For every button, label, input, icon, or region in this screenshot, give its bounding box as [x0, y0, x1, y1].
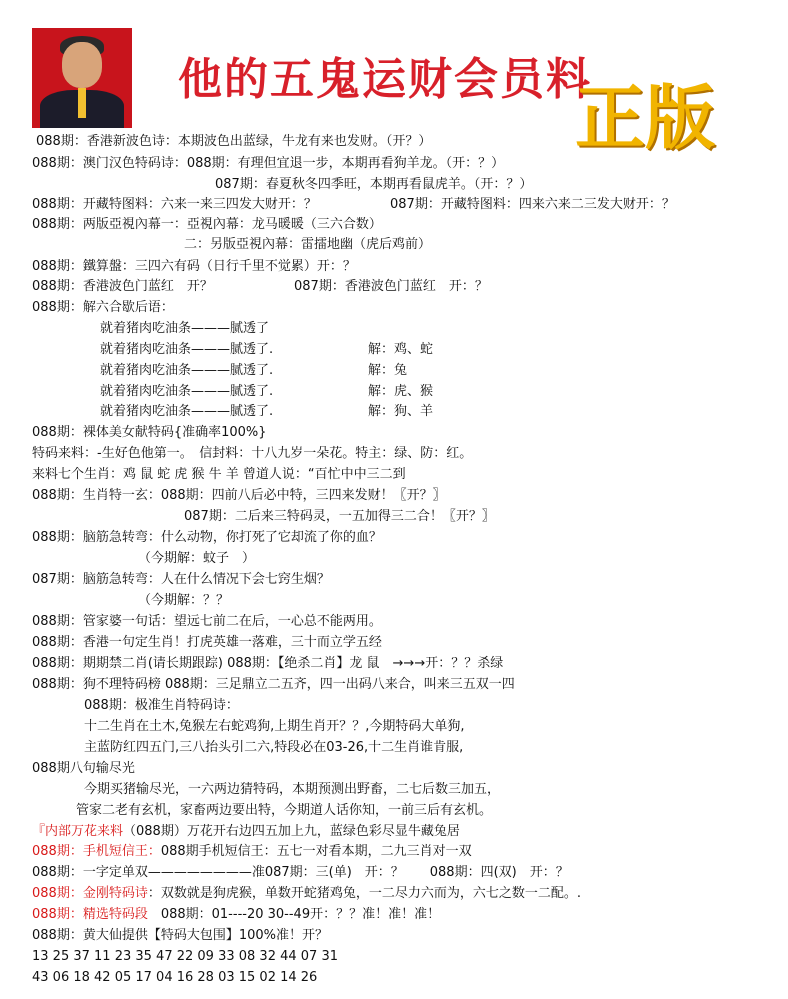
line-text: 088期：01----20 30--49开：？？准！准！准！ — [147, 907, 441, 922]
forecast-line: 解：虎、猴 — [368, 384, 434, 399]
forecast-line: 管家二老有玄机，家畜两边要出特，今期道人话你知，一前三后有玄机。 — [76, 803, 493, 818]
forecast-line: 088期：裸体美女献特码{准确率100%} — [32, 425, 267, 440]
forecast-line — [32, 823, 460, 841]
forecast-line: 就着猪肉吃油条———腻透了. — [100, 384, 274, 399]
forecast-line: 就着猪肉吃油条———腻透了. — [100, 404, 274, 419]
forecast-line: 088期：开藏特图料：六来一来三四发大财开：？ — [32, 197, 317, 212]
forecast-line: 088期：期期禁二肖(请长期跟踪) 088期：【绝杀二肖】龙 鼠 →→→开：？？杀绿 — [32, 656, 504, 671]
page-title: 他的五鬼运财会员料 — [178, 54, 592, 105]
forecast-line: （今期解：？？ — [138, 593, 230, 608]
forecast-line: 088期：鐵算盤：三四六有码（日行千里不觉累）开：？ — [32, 259, 356, 274]
forecast-line: 088期：管家婆一句话：望远七前二在后，一心总不能两用。 — [32, 614, 382, 629]
forecast-line: 088期：生肖特一玄：088期：四前八后必中特，三四来发财！〖开？〗 — [32, 488, 446, 503]
forecast-line: 088期：香港新波色诗：本期波色出蓝绿，牛龙有来也发财。（开？） — [36, 134, 432, 149]
line-text: 088期手机短信王：五七一对看本期，二九三肖对一双 — [160, 844, 472, 859]
forecast-line: 088期：脑筋急转弯：什么动物，你打死了它却流了你的血？ — [32, 530, 382, 545]
forecast-line: 088期：香港波色门蓝红 开？ — [32, 279, 213, 294]
portrait-face — [62, 42, 102, 88]
forecast-line — [32, 885, 581, 903]
highlight-label: 『内部万花来料 — [32, 824, 124, 839]
forecast-line: 088期：解六合歇后语： — [32, 300, 174, 315]
forecast-line: 087期：开藏特图料：四来六来二三发大财开：？ — [390, 197, 675, 212]
forecast-line: 088期：两版亞視內幕一：亞視內幕：龙马暖暖（三六合数） — [32, 217, 382, 232]
forecast-line: 087期：脑筋急转弯：人在什么情况下会七窍生烟？ — [32, 572, 330, 587]
forecast-line: 088期：极准生肖特码诗： — [84, 698, 239, 713]
forecast-line: 43 06 18 42 05 17 04 16 28 03 15 02 14 26 — [32, 970, 318, 985]
forecast-line: （今期解：蚊子 ） — [138, 551, 256, 566]
forecast-line — [32, 906, 440, 924]
genuine-stamp: 正版 — [575, 77, 715, 159]
forecast-line: 主蓝防红四五门,三八抬头引二六,特段必在03-26,十二生肖谁肯服, — [84, 740, 464, 755]
forecast-line: 来料七个生肖：鸡 鼠 蛇 虎 猴 牛 羊 曾道人说：“百忙中中三二到 — [32, 467, 406, 482]
forecast-line: 就着猪肉吃油条———腻透了. — [100, 342, 274, 357]
line-text: ：双数就是狗虎猴，单数开蛇猪鸡兔，一二尽力六而为，六七之数一二配。. — [147, 886, 581, 901]
forecast-line: 就着猪肉吃油条———腻透了 — [100, 321, 270, 336]
forecast-line: 087期：二后来三特码灵，一五加得三二合！〖开？〗 — [184, 509, 495, 524]
forecast-line: 088期：黄大仙提供【特码大包围】100%准！开？ — [32, 928, 328, 943]
forecast-line: 088期：一字定单双————————准087期：三(单) 开：？ 088期：四(双) 开：？ — [32, 865, 569, 880]
portrait-tie — [78, 88, 86, 118]
forecast-line: 解：鸡、蛇 — [368, 342, 434, 357]
forecast-line: 088期：澳门汉色特码诗：088期：有理但宜退一步，本期再看狗羊龙。（开：？） — [32, 156, 505, 171]
forecast-line: 解：狗、羊 — [368, 404, 434, 419]
highlight-label: 088期：精选特码段 — [32, 907, 148, 922]
forecast-line — [32, 843, 472, 861]
forecast-line: 十二生肖在土木,兔猴左右蛇鸡狗,上期生肖开？？,今期特码大单狗, — [84, 719, 465, 734]
forecast-line: 088期八句输尽光 — [32, 761, 135, 776]
forecast-line: 087期：香港波色门蓝红 开：？ — [294, 279, 488, 294]
forecast-line: 特码来料：-生好色他第一。 信封料：十八九岁一朵花。特主：绿、防：红。 — [32, 446, 473, 461]
forecast-line: 解：兔 — [368, 363, 408, 378]
forecast-line: 13 25 37 11 23 35 47 22 09 33 08 32 44 07 31 — [32, 949, 338, 964]
forecast-line: 今期买猪输尽光，一六两边猜特码，本期预测出野畜，二七后数三加五， — [84, 782, 501, 797]
forecast-line: 二：另版亞視內幕：雷擂地幽（虎后鸡前） — [184, 237, 432, 252]
highlight-label: 088期：金刚特码诗 — [32, 886, 148, 901]
line-text: （088期）万花开右边四五加上九，蓝绿色彩尽显牛藏兔居 — [123, 824, 460, 839]
forecast-line: 087期：春夏秋冬四季旺，本期再看鼠虎羊。（开：？） — [215, 177, 533, 192]
forecast-line: 088期：香港一句定生肖！打虎英雄一落难，三十而立学五经 — [32, 635, 382, 650]
forecast-line: 就着猪肉吃油条———腻透了. — [100, 363, 274, 378]
highlight-label: 088期：手机短信王： — [32, 844, 161, 859]
forecast-line: 088期：狗不理特码榜 088期：三足鼎立二五齐，四一出码八来合，叫来三五双一四 — [32, 677, 515, 692]
portrait-photo — [32, 28, 132, 128]
